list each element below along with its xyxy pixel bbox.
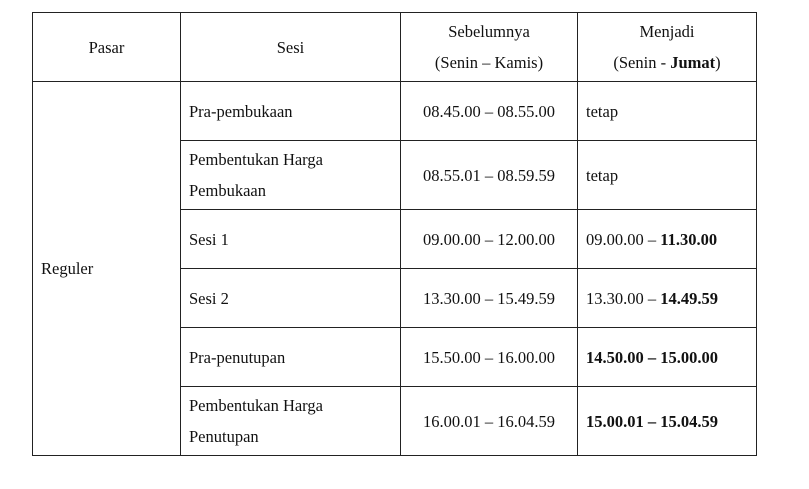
header-sesi: Sesi — [181, 13, 401, 82]
header-pasar: Pasar — [33, 13, 181, 82]
session-name-cont: Penutupan — [189, 427, 259, 446]
before-time-cell: 15.50.00 – 16.00.00 — [401, 328, 578, 387]
after-time-cell — [578, 82, 757, 141]
header-after-days-suffix: ) — [715, 53, 721, 72]
after-time-cell — [578, 387, 757, 456]
header-after-days-prefix: (Senin - — [613, 53, 671, 72]
session-name: Pra-penutupan — [189, 347, 286, 367]
after-time-end-bold: 15.00.00 — [660, 347, 718, 367]
header-before — [401, 13, 578, 82]
before-time-cell: 13.30.00 – 15.49.59 — [401, 269, 578, 328]
trading-schedule-table — [32, 12, 757, 456]
after-time-cell — [578, 328, 757, 387]
after-time-start-bold: 14.50.00 — [586, 347, 644, 367]
after-time-normal: 09.00.00 – — [586, 229, 661, 249]
after-time-start-bold: 15.00.01 — [586, 411, 644, 431]
after-time-cell — [578, 210, 757, 269]
after-time-cell — [578, 141, 757, 210]
before-time-cell: 09.00.00 – 12.00.00 — [401, 210, 578, 269]
after-time-normal: 13.30.00 – — [586, 288, 661, 308]
session-name: Sesi 1 — [189, 229, 229, 249]
session-cell — [181, 269, 401, 328]
header-after — [578, 13, 757, 82]
before-time-cell: 08.45.00 – 08.55.00 — [401, 82, 578, 141]
header-before-days: (Senin – Kamis) — [434, 53, 544, 72]
session-name: Pembentukan Harga — [189, 396, 323, 415]
after-time-normal: tetap — [586, 165, 619, 185]
session-cell — [181, 141, 401, 210]
header-row — [33, 13, 757, 82]
session-name: Pembentukan Harga — [189, 150, 323, 169]
header-after-days — [586, 47, 748, 78]
market-cell: Reguler — [33, 82, 181, 456]
session-cell — [181, 210, 401, 269]
after-time-end-bold: 15.04.59 — [660, 411, 718, 431]
header-after-days-bold: Jumat — [670, 53, 716, 72]
table-row — [33, 82, 757, 141]
session-name-cont: Pembukaan — [189, 181, 266, 200]
before-time-cell: 08.55.01 – 08.59.59 — [401, 141, 578, 210]
before-time-cell: 16.00.01 – 16.04.59 — [401, 387, 578, 456]
session-name: Sesi 2 — [189, 288, 229, 308]
session-name: Pra-pembukaan — [189, 101, 293, 121]
after-time-end-bold: 11.30.00 — [660, 229, 718, 249]
session-cell — [181, 82, 401, 141]
after-time-dash: – — [643, 347, 661, 367]
after-time-cell — [578, 269, 757, 328]
after-time-end-bold: 14.49.59 — [660, 288, 718, 308]
after-time-dash: – — [643, 411, 661, 431]
session-cell — [181, 328, 401, 387]
header-before-title: Sebelumnya — [448, 22, 530, 41]
after-time-normal: tetap — [586, 101, 619, 121]
header-after-title: Menjadi — [639, 22, 695, 41]
session-cell — [181, 387, 401, 456]
